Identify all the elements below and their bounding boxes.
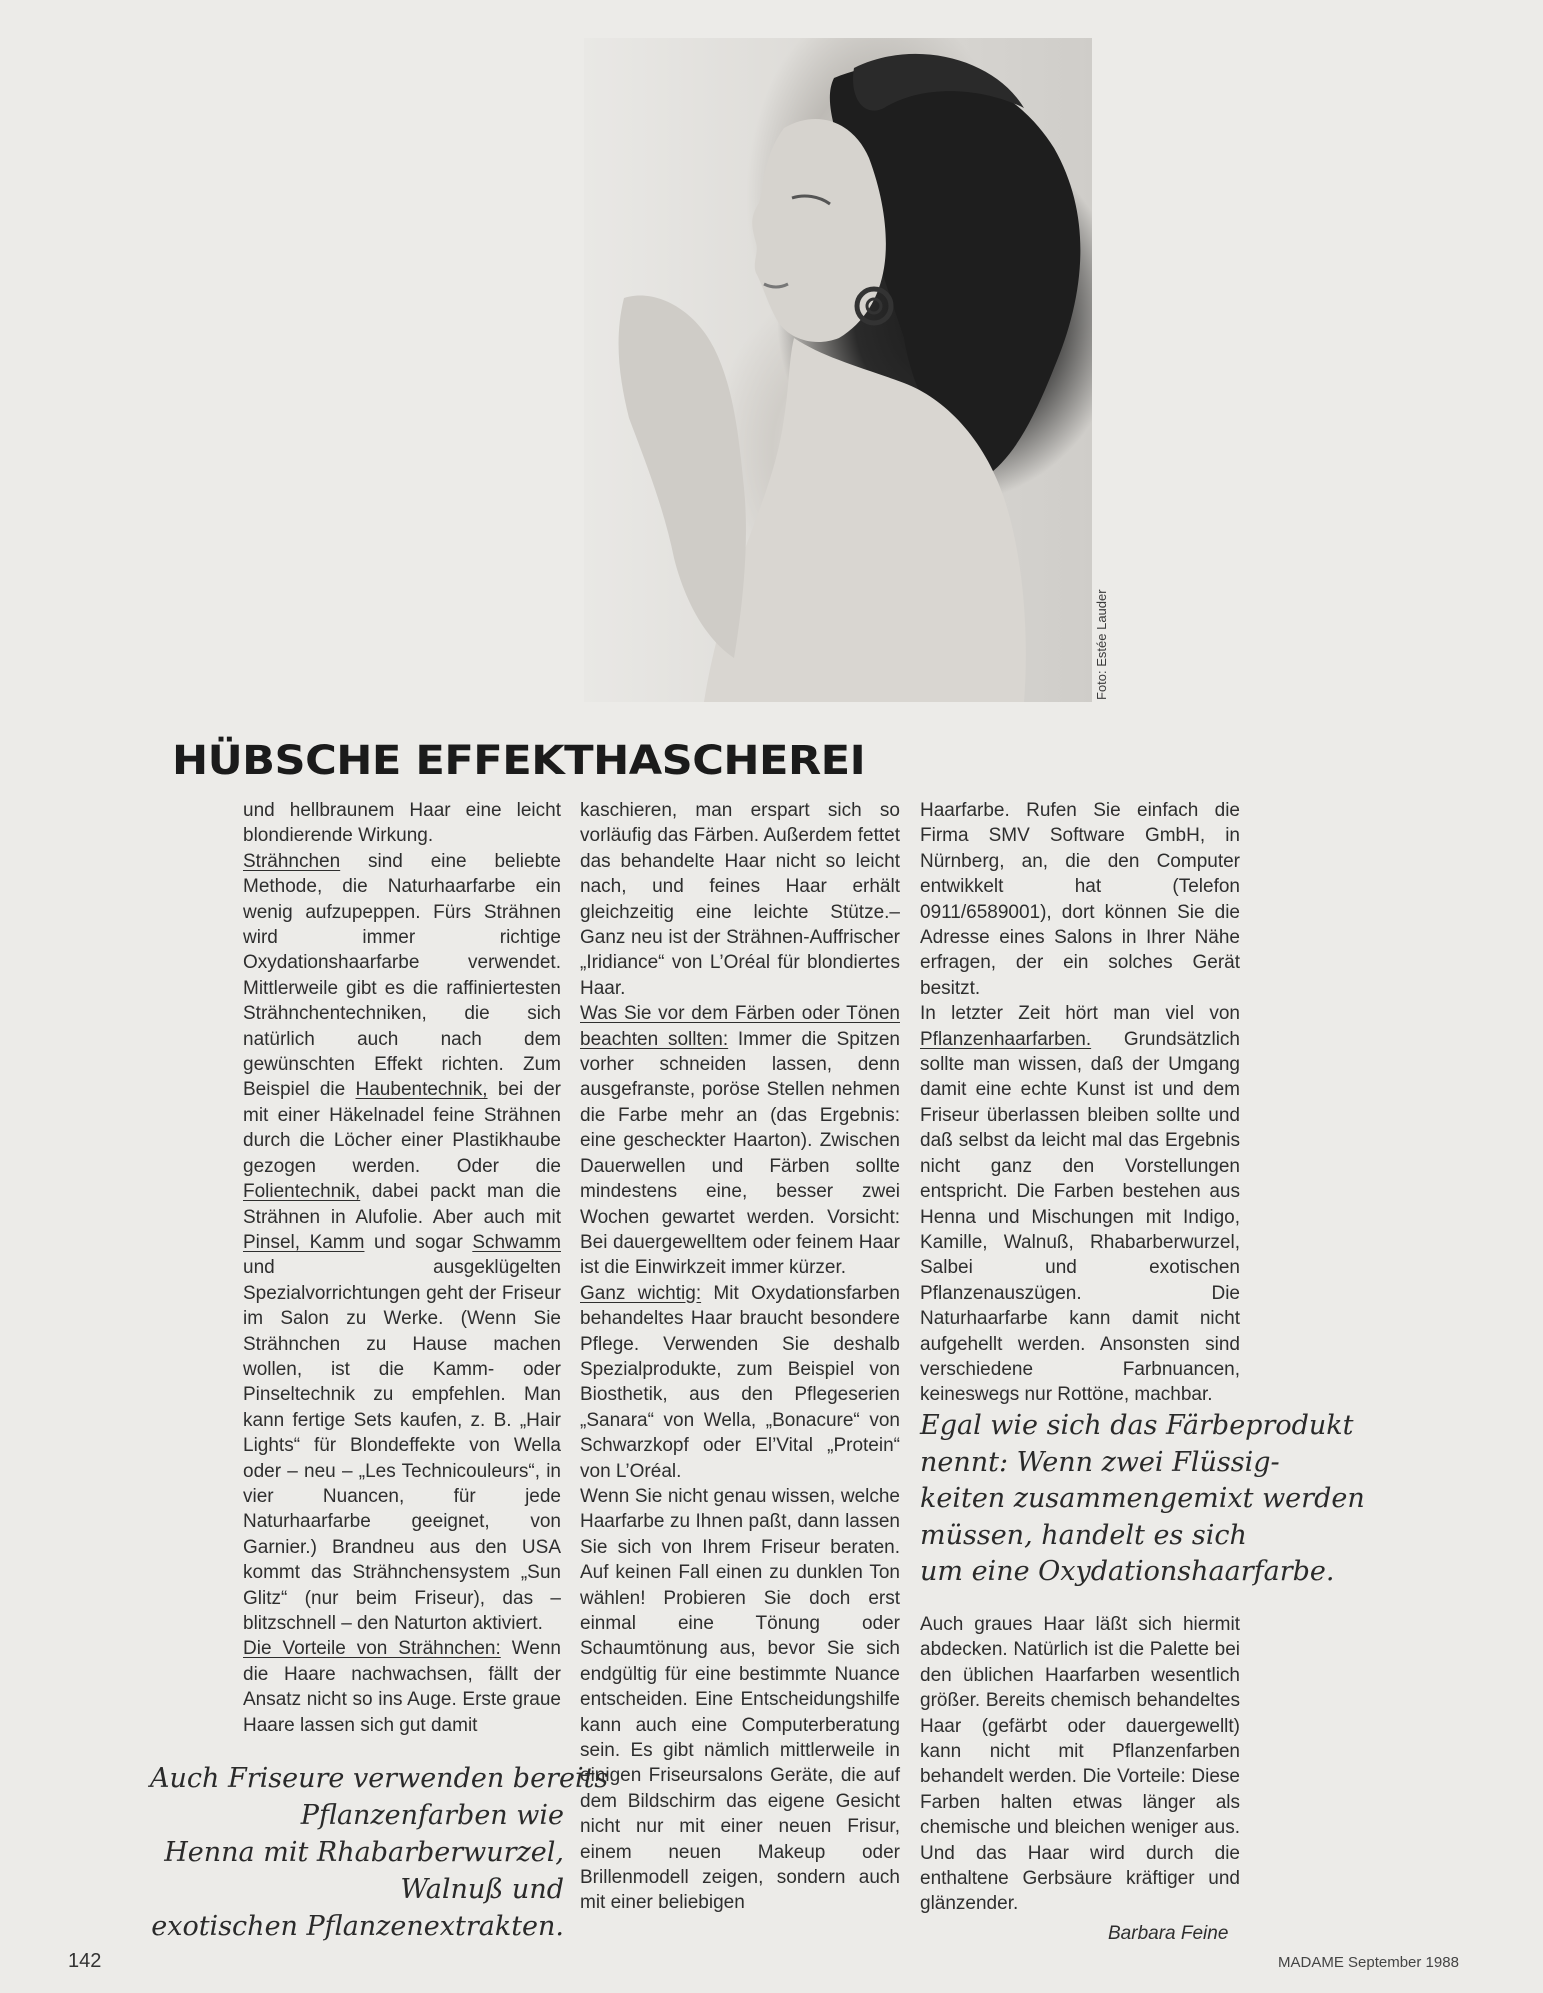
paragraph (580, 798, 900, 1001)
subheading: Pflanzenhaarfarben. (920, 1028, 1092, 1050)
publication-footer: MADAME September 1988 (1278, 1954, 1459, 1971)
paragraph-text: bei der mit einer Häkelnadel feine Strähnen durch die Löcher einer Plastikhaube gezogen werden. Oder die (243, 1079, 561, 1177)
pull-quote-left (150, 1760, 609, 1945)
photo-credit: Foto: Estée Lauder (1094, 589, 1109, 700)
paragraph-text: dabei packt man die Strähnen in Alufolie. Aber auch mit (243, 1181, 561, 1228)
article-headline: HÜBSCHE EFFEKTHASCHEREI (172, 738, 866, 784)
paragraph-text: und hellbraunem Haar eine leicht blondierende Wirkung. (243, 800, 561, 847)
pull-quote-line: Walnuß und (400, 1874, 564, 1905)
subheading: Strähnchen (243, 850, 341, 872)
paragraph-text: Grundsätzlich sollte man wissen, daß der Umgang damit eine echte Kunst ist und dem Friseur überlassen bleiben sollte und daß selbst da leicht mal das Ergebnis nicht ganz den Vorstellungen entspricht. Die Farben bestehen aus Henna und Mischungen mit Indigo, Kamille, Walnuß, Rhabarberwurzel, Salbei und exotischen Pflanzenauszügen. Die Naturhaarfarbe kann damit nicht aufgehellt werden. Ansonsten sind verschiedene Farbnuancen, keineswegs nur Rottöne, machbar. (920, 1028, 1240, 1406)
subheading: Folientechnik, (243, 1181, 361, 1203)
subheading: Haubentechnik, (355, 1079, 488, 1101)
pull-quote-right (920, 1408, 1365, 1591)
paragraph-text: Mit Oxydationsfarben behandeltes Haar braucht besondere Pflege. Verwenden Sie deshalb Spezialprodukte, zum Beispiel von Biosthetik, aus den Pflegeserien „Sanara“ von Wella, „Bonacure“ von Schwarzkopf oder El’Vital „Protein“ von L’Oréal. (580, 1282, 900, 1482)
paragraph (243, 849, 561, 1637)
pull-quote-line: Auch Friseure verwenden bereits (150, 1763, 609, 1794)
paragraph (920, 1001, 1240, 1408)
pull-quote-line: Egal wie sich das Färbeprodukt (920, 1410, 1354, 1441)
paragraph-text: Haarfarbe. Rufen Sie einfach die Firma SMV Software GmbH, in Nürnberg, an, die den Computer entwikkelt hat (Telefon 0911/6589001), dort können Sie die Adresse eines Salons in Ihrer Nähe erfragen, der ein solches Gerät besitzt. (920, 800, 1240, 999)
subheading: Schwamm (472, 1231, 561, 1253)
pull-quote-line: nennt: Wenn zwei Flüssig- (920, 1446, 1280, 1478)
pull-quote-line: um eine Oxydationshaarfarbe. (920, 1556, 1335, 1587)
subheading: Was Sie vor dem Färben oder Tönen beachten sollten: (580, 1003, 900, 1050)
text-column-2 (580, 798, 900, 1916)
paragraph (580, 1484, 900, 1916)
subheading: Ganz wichtig: (580, 1282, 702, 1304)
paragraph-text: Immer die Spitzen vorher schneiden lassen, denn ausgefranste, poröse Stellen nehmen die Farbe mehr an (das Ergebnis: eine gescheckter Haarton). Zwischen Dauerwellen und Färben sollte mindestens eine, besser zwei Wochen gewartet werden. Vorsicht: Bei dauergewelltem oder feinem Haar ist die Einwirkzeit immer kürzer. (580, 1028, 900, 1279)
paragraph-text: und ausgeklügelten Spezialvorrichtungen geht der Friseur im Salon zu Werke. (Wenn Sie Strähnchen zu Hause machen wollen, ist die Kamm- oder Pinseltechnik zu empfehlen. Man kann fertige Sets kaufen, z. B. „Hair Lights“ für Blondeffekte von Wella oder – neu – „Les Technicouleurs“, in vier Nuancen, für jede Naturhaarfarbe geeignet, von Garnier.) Brandneu aus den USA kommt das Strähnchensystem „Sun Glitz“ (nur beim Friseur), das – blitzschnell – den Naturton aktiviert. (243, 1257, 561, 1634)
paragraph-text: Auch graues Haar läßt sich hiermit abdecken. Natürlich ist die Palette bei den üblichen Haarfarben wesentlich größer. Bereits chemisch behandeltes Haar (gefärbt oder dauergewellt) kann nicht mit Pflanzenfarben behandelt werden. Die Vorteile: Diese Farben halten etwas länger als chemische und bleichen weniger aus. Und das Haar wird durch die enthaltene Gerbsäure kräftiger und glänzender. (920, 1614, 1240, 1915)
pull-quote-line: müssen, handelt es sich (920, 1519, 1247, 1551)
text-column-3 (920, 798, 1240, 1408)
paragraph (243, 1636, 561, 1738)
text-column-1 (243, 798, 561, 1738)
paragraph-text: kaschieren, man erspart sich so vorläufig das Färben. Außerdem fettet das behandelte Haar nicht so leicht nach, und feines Haar erhält gleichzeitig eine leichte Stütze.– Ganz neu ist der Strähnen-Auffrischer „Iridiance“ von L’Oréal für blondiertes Haar. (580, 800, 900, 999)
portrait-illustration (584, 38, 1092, 702)
paragraph (243, 798, 561, 849)
text-column-3-continued (920, 1612, 1240, 1917)
paragraph (920, 798, 1240, 1001)
subheading: Pinsel, Kamm (243, 1231, 365, 1253)
paragraph (920, 1612, 1240, 1917)
portrait-photo (584, 38, 1092, 702)
paragraph (580, 1001, 900, 1280)
pull-quote-line: Henna mit Rhabarberwurzel, (164, 1837, 564, 1868)
pull-quote-line: exotischen Pflanzenextrakten. (151, 1911, 564, 1942)
paragraph-text: Wenn Sie nicht genau wissen, welche Haarfarbe zu Ihnen paßt, dann lassen Sie sich von Ihrem Friseur beraten. Auf keinen Fall einen zu dunklen Ton wählen! Probieren Sie doch erst einmal eine Tönung oder Schaumtönung aus, bevor Sie sich endgültig für eine bestimmte Nuance entscheiden. Eine Entscheidungshilfe kann auch eine Computerberatung sein. Es gibt nämlich mittlerweile in einigen Friseursalons Geräte, die auf dem Bildschirm das eigene Gesicht nicht nur mit einer neuen Frisur, einem neuen Makeup oder Brillenmodell zeigen, sondern auch mit einer beliebigen (580, 1485, 900, 1914)
author-signature: Barbara Feine (1108, 1923, 1229, 1944)
page-number: 142 (68, 1950, 102, 1972)
paragraph-text: sind eine beliebte Methode, die Naturhaarfarbe ein wenig aufzupeppen. Fürs Strähnen wird immer richtige Oxydationshaarfarbe verwendet. Mittlerweile gibt es die raffiniertesten Strähnchentechniken, die sich natürlich auch nach dem gewünschten Effekt richten. Zum Beispiel die (243, 850, 561, 1101)
paragraph-text: und sogar (364, 1231, 473, 1253)
paragraph (580, 1281, 900, 1484)
pull-quote-line: keiten zusammengemixt werden (920, 1483, 1365, 1514)
paragraph-text: Wenn die Haare nachwachsen, fällt der Ansatz nicht so ins Auge. Erste graue Haare lassen sich gut damit (243, 1638, 562, 1736)
subheading: Die Vorteile von Strähnchen: (243, 1638, 501, 1660)
pull-quote-line: Pflanzenfarben wie (300, 1800, 564, 1831)
paragraph-text: In letzter Zeit hört man viel von (920, 1003, 1240, 1025)
